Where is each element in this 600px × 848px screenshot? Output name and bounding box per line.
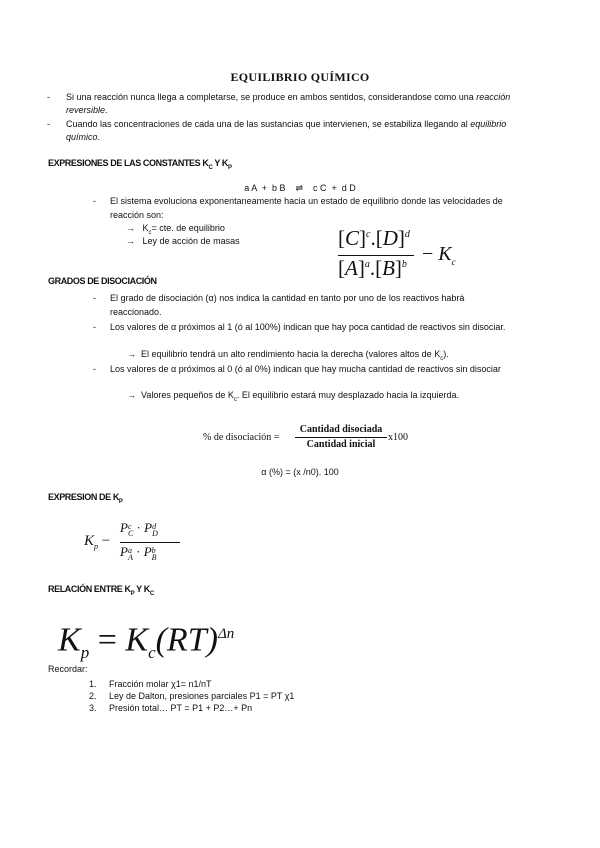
kp-fraction-bar: [120, 542, 180, 543]
rel-K-p: K: [58, 621, 81, 659]
P-symbol: P: [120, 544, 128, 559]
right-arrow-icon: →: [127, 390, 136, 400]
dash-marker: -: [93, 364, 96, 374]
rel-equals: =: [97, 621, 117, 659]
rel-RT: (RT): [155, 621, 218, 659]
list-item: [89, 678, 294, 690]
kp-lhs: [84, 533, 110, 551]
reminder-label: Recordar:: [48, 664, 88, 674]
section-heading-relation: [48, 584, 154, 597]
kc-sub: c: [148, 229, 152, 236]
right-arrow-icon: →: [126, 223, 135, 233]
list-number: 3.: [89, 703, 97, 713]
formula-K: K: [438, 243, 452, 265]
low-yield-end: . El equilibrio estará muy desplazado hacia la izquierda.: [236, 390, 460, 400]
heading-text: EXPRESION DE K: [48, 492, 119, 502]
pct-label: % de disociación =: [203, 432, 280, 443]
intro-2-emphasis: equilibrio químico: [66, 119, 507, 142]
mass-action-formula: [338, 226, 468, 286]
reaction-equation: a A + b B ⇌ c C + d D: [244, 183, 356, 193]
arrow-item-mass-action: [126, 235, 240, 248]
sub-A: A: [127, 553, 133, 562]
kp-numerator: [120, 520, 158, 537]
list-text: Fracción molar χ1= n1/nT: [109, 679, 212, 689]
formula-rhs: [422, 243, 456, 267]
formula-B: B: [382, 256, 395, 280]
heading-y: Y K: [212, 158, 228, 168]
low-yield-text: Valores pequeños de K: [141, 390, 234, 400]
formula-denominator: $[A]^a.[B]^b$: [338, 256, 407, 280]
intro-2-end: .: [97, 132, 101, 142]
heading-sub-p: P: [118, 498, 123, 505]
heading-text: EXPRESIONES DE LAS CONSTANTES K: [48, 158, 209, 168]
dissociation-percentage-formula: [203, 424, 423, 454]
formula-c-exp: c: [366, 229, 371, 240]
section-heading-dissociation: GRADOS DE DISOCIACIÓN: [48, 276, 157, 286]
section-heading-constants: [48, 158, 232, 171]
dissociation-bullet-3-text: Los valores de α próximos al 0 (ó al 0%) indican que hay mucha cantidad de reactivos sin disociar: [110, 364, 501, 374]
list-text: Ley de Dalton, presiones parciales P1 = PT χ1: [109, 691, 295, 701]
intro-1-text: Si una reacción nunca llega a completarse, se produce en ambos sentidos, considerandose como una: [66, 92, 477, 102]
sub-B: B: [151, 553, 157, 562]
formula-D: D: [382, 226, 398, 250]
P-symbol: P: [143, 544, 152, 559]
formula-numerator: $[C]^c.[D]^d$: [338, 226, 410, 250]
list-number: 2.: [89, 691, 97, 701]
dissociation-bullet-2-text: Los valores de α próximos al 1 (ó al 100%) indican que hay poca cantidad de reactivos sin disociar.: [110, 322, 506, 332]
kp-kc-relation-formula: [58, 606, 288, 663]
pct-fraction-bar: [295, 437, 387, 438]
pct-numerator: Cantidad disociada: [299, 424, 383, 435]
sub-D: D: [152, 529, 158, 538]
heading-sub-c: C: [208, 164, 213, 171]
pct-multiplier: x100: [388, 432, 408, 443]
heading-sub-p: P: [228, 164, 232, 171]
intro-1-emphasis: reacción reversible: [66, 92, 511, 115]
kp-denominator: [120, 544, 157, 561]
rel-exponent: Δn: [217, 626, 235, 642]
dash-marker: -: [93, 196, 96, 206]
sub-C: C: [127, 529, 134, 538]
formula-K-sub: c: [451, 257, 456, 267]
exp-c: c: [127, 522, 132, 531]
formula-d-exp: d: [404, 229, 410, 240]
page-title: EQUILIBRIO QUÍMICO: [230, 70, 370, 84]
heading-text: RELACIÓN ENTRE K: [48, 584, 131, 594]
low-yield-sub: c: [233, 396, 237, 403]
dash-marker: -: [47, 92, 50, 102]
high-yield-end: ).: [443, 349, 449, 359]
rel-sub-p: p: [80, 643, 90, 663]
high-yield-sub: c: [440, 355, 444, 362]
kc-definition: = cte. de equilibrio: [151, 223, 225, 233]
heading-sub-c: C: [149, 590, 154, 597]
formula-b-exp: b: [401, 259, 407, 270]
dash-marker: -: [93, 322, 96, 332]
pct-denominator: Cantidad inicial: [306, 439, 376, 450]
list-number: 1.: [89, 679, 97, 689]
dash-marker: -: [93, 293, 96, 303]
list-item: [89, 702, 294, 714]
right-arrow-icon: →: [126, 236, 135, 246]
rel-K-c: K: [125, 621, 149, 659]
section-heading-kp: [48, 492, 123, 505]
list-item: [89, 690, 294, 702]
heading-sub-p: P: [130, 590, 135, 597]
P-symbol: P: [120, 520, 128, 535]
equilibrium-bullet-text: El sistema evoluciona exponentaneamente hacia un estado de equilibrio donde las velocidades de reacción son:: [110, 196, 503, 220]
heading-y: Y K: [134, 584, 150, 594]
formula-C: C: [345, 226, 360, 250]
exp-a: a: [127, 546, 132, 555]
kc-symbol: K: [142, 223, 149, 233]
formula-A: A: [345, 256, 358, 280]
list-text: Presión total… PT = P1 + P2…+ Pn: [109, 703, 253, 713]
intro-2-text: Cuando las concentraciones de cada una de las sustancias que intervienen, se estabiliza llegando al: [66, 119, 471, 129]
kp-relation: −: [101, 533, 111, 549]
kp-formula: [84, 520, 204, 572]
arrow-item-low-yield: [127, 389, 459, 407]
exp-d: d: [152, 522, 157, 531]
reminder-list: [89, 678, 294, 714]
alpha-formula: α (%) = (x /n0). 100: [261, 467, 339, 477]
P-symbol: P: [144, 520, 153, 535]
formula-a-exp: a: [364, 259, 370, 270]
rel-sub-c: c: [148, 643, 156, 663]
mass-action-label: Ley de acción de masas: [142, 236, 240, 246]
high-yield-text: El equilibrio tendrá un alto rendimiento hacia la derecha (valores altos de K: [141, 349, 441, 359]
dot-operator: ·: [136, 544, 141, 559]
kp-K: K: [84, 533, 95, 549]
right-arrow-icon: →: [127, 349, 136, 359]
dash-marker: -: [47, 119, 50, 129]
kp-sub: p: [94, 542, 99, 551]
intro-1-end: .: [105, 105, 108, 115]
exp-b: b: [151, 546, 156, 555]
dissociation-bullet-1-text: El grado de disociación (α) nos indica la cantidad en tanto por uno de los reactivos habrá reaccionado.: [110, 293, 465, 317]
formula-relation: −: [422, 243, 434, 265]
dot-operator: ·: [136, 520, 141, 535]
